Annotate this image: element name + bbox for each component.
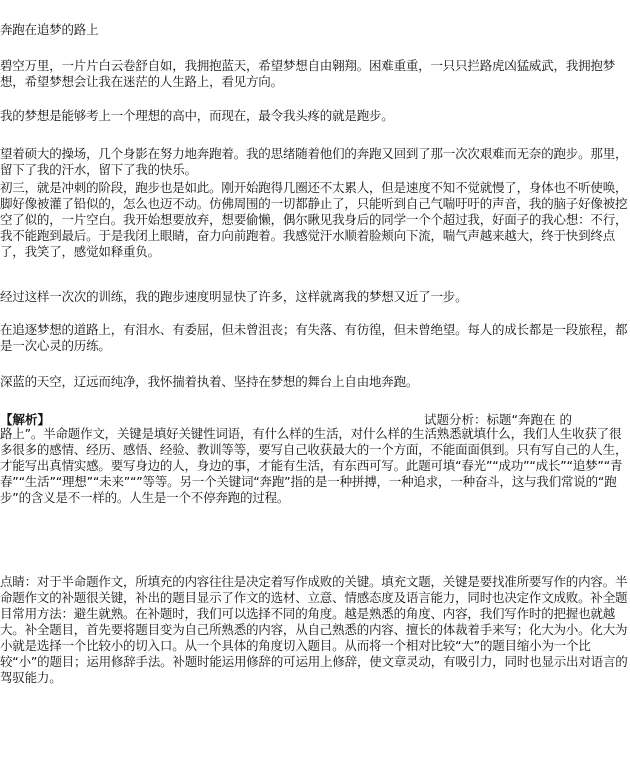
analysis-label: 【解析】 xyxy=(0,412,51,427)
essay-paragraph-5: 经过这样一次次的训练，我的跑步速度明显快了许多，这样就离我的梦想又近了一步。 xyxy=(0,289,468,304)
essay-title: 奔跑在追梦的路上 xyxy=(0,22,99,37)
comment-body: 点睛：对于半命题作文，所填充的内容往往是决定着写作成败的关键。填充文题，关键是要找准所要写作的内容。半命题作文的补题很关键，补出的题目显示了作文的选材、立意、情感态度及语言能力，同时也决定作文成败。补全题目常用方法：避生就熟。在补题时，我们可以选择不同的角度。越是熟悉的角度、内容，我们写作时的把握也就越大。补全题目，首先要将题目变为自己所熟悉的内容，从自己熟悉的内容、擅长的体裁着手来写；化大为小。化大为小就是选择一个比较小的切入口。从一个具体的角度切入题目。从而将一个相对比较“大”的题目缩小为一个比较“小”的题目；运用修辞手法。补题时能运用修辞的可运用上修辞，使文章灵动，有吸引力，同时也显示出对语言的驾驭能力。 xyxy=(0,574,628,685)
essay-paragraph-4: 初三，就是冲刺的阶段，跑步也是如此。刚开始跑得几圈还不太累人，但是速度不知不觉就慢了，身体也不听使唤，脚好像被灌了铅似的，怎么也迈不动。仿佛周围的一切都静止了，只能听到自己气喘吁吁的声音，我的脑子好像被挖空了似的，一片空白。我开始想要放弃，想要偷懒，偶尔瞅见我身后的同学一个个超过我，好面子的我心想：不行，我不能跑到最后。于是我闭上眼睛，奋力向前跑着。我感觉汗水顺着脸颊向下流，喘气声越来越大，终于快到终点了，我笑了，感觉如释重负。 xyxy=(0,180,628,259)
essay-paragraph-2: 我的梦想是能够考上一个理想的高中，而现在，最令我头疼的就是跑步。 xyxy=(0,108,394,123)
analysis-heading: 试题分析：标题“奔跑在 的 xyxy=(424,412,572,427)
analysis-body: 路上”。半命题作文，关键是填好关键性词语，有什么样的生活，对什么样的生活熟悉就填什么，我们人生收获了很多很多的感情、经历、感悟、经验、教训等等，要写自己收获最大的一个方面，不能面面俱到。只有写自己的人生，才能写出真情实感。要写身边的人，身边的事，才能有生活，有东西可写。此题可填“春光”“成功”“成长”“追梦”“青春”“生活”“理想”“未来”“”等等。另一个关键词“奔跑”指的是一种拼搏，一种追求，一种奋斗，这与我们常说的“跑步”的含义是不一样的。人生是一个不停奔跑的过程。 xyxy=(0,426,628,505)
essay-paragraph-7: 深蓝的天空，辽远而纯净，我怀揣着执着、坚持在梦想的舞台上自由地奔跑。 xyxy=(0,374,419,389)
essay-paragraph-6: 在追逐梦想的道路上，有泪水、有委屈，但未曾沮丧；有失落、有彷徨，但未曾绝望。每人的成长都是一段旅程，都是一次心灵的历练。 xyxy=(0,322,628,353)
essay-paragraph-3: 望着硕大的操场，几个身影在努力地奔跑着。我的思绪随着他们的奔跑又回到了那一次次艰难而无奈的跑步。那里，留下了我的汗水，留下了我的快乐。 xyxy=(0,146,628,177)
essay-paragraph-1: 碧空万里，一片片白云卷舒自如，我拥抱蓝天，希望梦想自由翱翔。困难重重，一只只拦路虎凶猛威武，我拥抱梦想，希望梦想会让我在迷茫的人生路上，看见方向。 xyxy=(0,58,616,89)
